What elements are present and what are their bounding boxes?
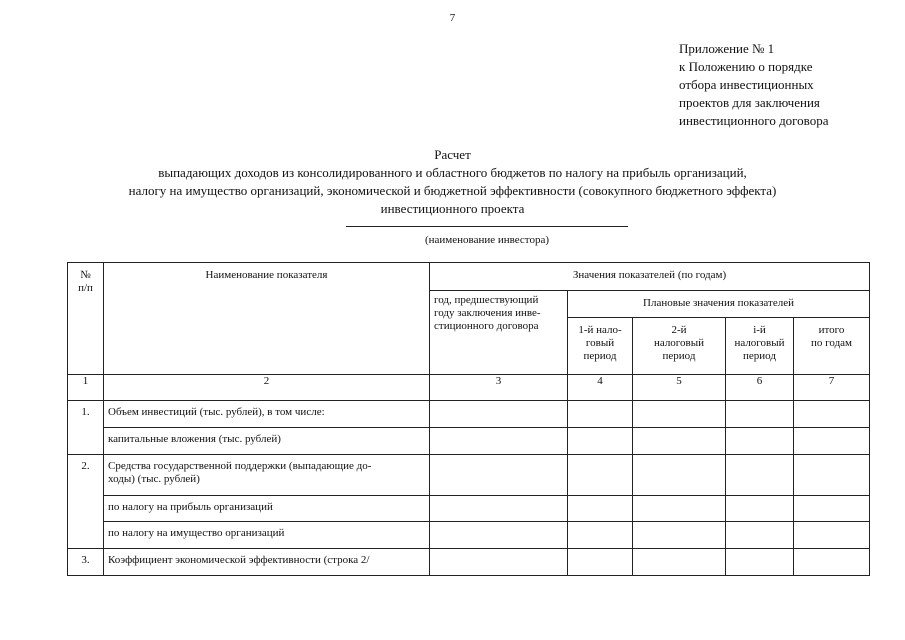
value-cell <box>430 428 568 455</box>
header-prev-year-line: год, предшествующий <box>434 294 539 306</box>
header-values: Значения показателей (по годам) <box>430 263 870 291</box>
value-cell <box>726 496 794 522</box>
column-number: 6 <box>726 375 794 401</box>
value-cell <box>794 401 870 428</box>
appendix-line: проектов для заключения <box>679 95 820 110</box>
title-line: Расчет <box>434 147 471 162</box>
header-num-line: № <box>80 269 91 281</box>
header-period-1 <box>568 318 633 375</box>
document-title <box>0 146 905 218</box>
header-planned: Плановые значения показателей <box>568 291 870 318</box>
value-cell <box>568 401 633 428</box>
header-period-i-line: i-й <box>753 324 766 336</box>
appendix-line: к Положению о порядке <box>679 59 813 74</box>
value-cell <box>633 522 726 549</box>
header-period-1-line: говый <box>585 337 615 349</box>
value-cell <box>430 455 568 496</box>
row-name: Коэффициент экономической эффективности (строка 2/ <box>104 549 430 576</box>
column-number: 3 <box>430 375 568 401</box>
column-number: 1 <box>68 375 104 401</box>
header-period-i <box>726 318 794 375</box>
value-cell <box>794 496 870 522</box>
value-cell <box>430 549 568 576</box>
value-cell <box>568 455 633 496</box>
row-name: по налогу на прибыль организаций <box>104 496 430 522</box>
column-number: 4 <box>568 375 633 401</box>
value-cell <box>633 455 726 496</box>
column-number-row <box>68 375 870 401</box>
title-line: выпадающих доходов из консолидированного и областного бюджетов по налогу на прибыль организаций, <box>158 165 747 180</box>
value-cell <box>726 428 794 455</box>
table-row <box>68 496 870 522</box>
value-cell <box>726 549 794 576</box>
value-cell <box>633 496 726 522</box>
header-total <box>794 318 870 375</box>
header-total-line: по годам <box>811 337 853 349</box>
value-cell <box>726 455 794 496</box>
header-row <box>68 263 870 291</box>
value-cell <box>568 428 633 455</box>
value-cell <box>726 522 794 549</box>
column-number: 7 <box>794 375 870 401</box>
appendix-note <box>679 40 829 130</box>
page-number: 7 <box>449 12 456 24</box>
row-name: капитальные вложения (тыс. рублей) <box>104 428 430 455</box>
row-number: 2. <box>68 455 104 549</box>
table-row <box>68 428 870 455</box>
value-cell <box>633 549 726 576</box>
value-cell <box>568 496 633 522</box>
row-name <box>104 455 430 496</box>
value-cell <box>430 401 568 428</box>
header-num-line: п/п <box>78 282 93 294</box>
header-period-2-line: 2-й <box>671 324 687 336</box>
title-line: инвестиционного проекта <box>380 201 525 216</box>
value-cell <box>568 549 633 576</box>
column-number: 5 <box>633 375 726 401</box>
value-cell <box>633 401 726 428</box>
value-cell <box>794 549 870 576</box>
table-row <box>68 455 870 496</box>
header-period-i-line: период <box>743 350 776 362</box>
row-number: 3. <box>68 549 104 576</box>
header-period-2 <box>633 318 726 375</box>
investor-name-field <box>346 226 628 246</box>
row-name-line: Средства государственной поддержки (выпадающие до- <box>108 460 372 472</box>
title-line: налогу на имущество организаций, экономической и бюджетной эффективности (совокупного бюджетного эффекта) <box>128 183 777 198</box>
value-cell <box>568 522 633 549</box>
appendix-line: отбора инвестиционных <box>679 77 814 92</box>
table-row <box>68 549 870 576</box>
column-number: 2 <box>104 375 430 401</box>
header-prev-year <box>430 291 568 375</box>
value-cell <box>726 401 794 428</box>
header-prev-year-line: стиционного договора <box>434 320 539 332</box>
appendix-line: Приложение № 1 <box>679 41 775 56</box>
value-cell <box>430 496 568 522</box>
row-name: по налогу на имущество организаций <box>104 522 430 549</box>
header-period-i-line: налоговый <box>734 337 785 349</box>
calculation-table <box>67 262 870 576</box>
row-name-line: ходы) (тыс. рублей) <box>108 473 200 485</box>
header-total-line: итого <box>818 324 845 336</box>
row-name: Объем инвестиций (тыс. рублей), в том числе: <box>104 401 430 428</box>
value-cell <box>794 428 870 455</box>
value-cell <box>633 428 726 455</box>
header-period-2-line: период <box>662 350 696 362</box>
row-number: 1. <box>68 401 104 455</box>
header-indicator: Наименование показателя <box>104 263 430 375</box>
investor-caption: (наименование инвестора) <box>424 234 550 246</box>
header-prev-year-line: году заключения инве- <box>434 307 541 319</box>
header-period-1-line: 1-й нало- <box>578 324 622 336</box>
value-cell <box>794 522 870 549</box>
header-period-1-line: период <box>583 350 617 362</box>
header-num <box>68 263 104 375</box>
appendix-line: инвестиционного договора <box>679 113 829 128</box>
header-period-2-line: налоговый <box>653 337 705 349</box>
value-cell <box>430 522 568 549</box>
table-row <box>68 522 870 549</box>
table-row <box>68 401 870 428</box>
value-cell <box>794 455 870 496</box>
